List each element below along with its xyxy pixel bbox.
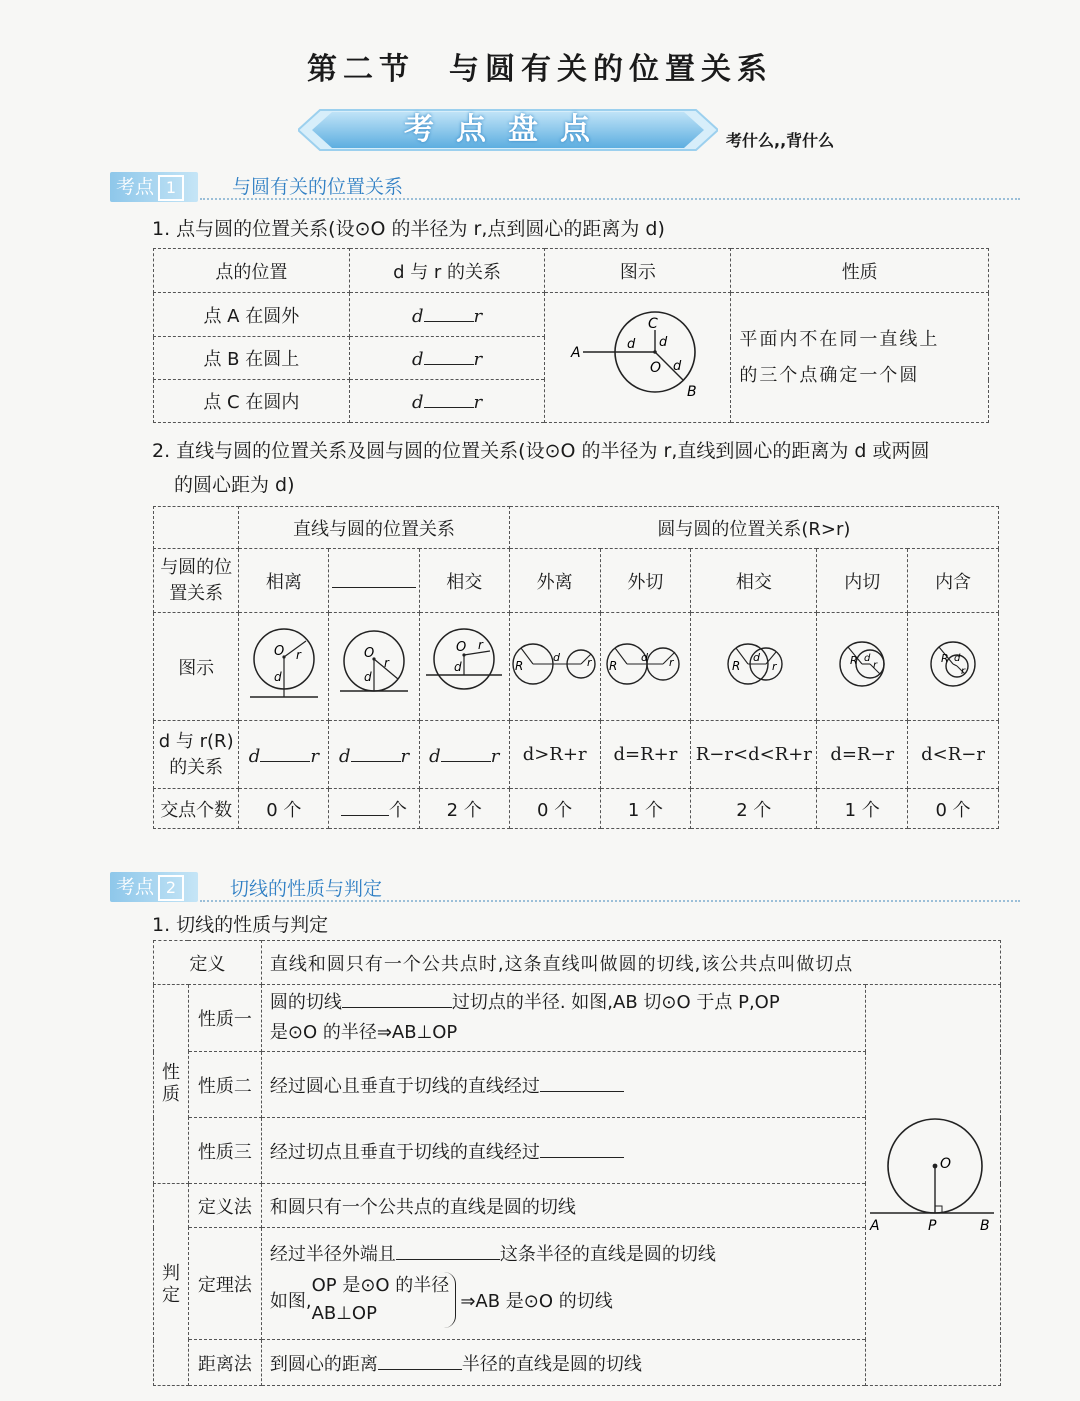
- row-relation-label: 与圆的位 置关系: [154, 549, 239, 613]
- relation-blank: d r: [349, 293, 545, 337]
- fig-circles-internal-tangent: [817, 613, 908, 721]
- kaodian-number: 2: [158, 875, 184, 901]
- def-text: 直线和圆只有一个公共点时,这条直线叫做圆的切线,该公共点叫做切点: [261, 941, 1000, 985]
- p2-text: 经过圆心且垂直于切线的直线经过: [261, 1052, 865, 1118]
- svg-text:R: R: [731, 659, 741, 673]
- svg-text:R: R: [609, 659, 618, 673]
- rel-intersect: 相交: [419, 549, 509, 613]
- svg-text:r: r: [478, 638, 484, 652]
- svg-text:R: R: [514, 659, 523, 673]
- svg-text:d: d: [752, 651, 760, 664]
- kaodian-badge-1: [110, 172, 198, 202]
- p3-label: 性质三: [188, 1118, 261, 1184]
- svg-text:r: r: [961, 666, 966, 677]
- section-1-intro: 1. 点与圆的位置关系(设⊙O 的半径为 r,点到圆心的距离为 d): [152, 218, 665, 240]
- rel-apart: 相离: [239, 549, 329, 613]
- point-figure: [545, 293, 731, 423]
- p2-label: 性质二: [188, 1052, 261, 1118]
- svg-text:R: R: [941, 652, 949, 665]
- svg-text:r: r: [295, 648, 301, 662]
- prop-group-label: 性质: [154, 985, 189, 1184]
- j3-text: 到圆心的距离 半径的直线是圆的切线: [261, 1340, 865, 1386]
- property-line-2: 的三个点确定一个圆: [739, 364, 920, 386]
- page-title: [0, 44, 1080, 88]
- fig-line-tangent: [329, 613, 419, 721]
- svg-text:O: O: [456, 640, 467, 655]
- svg-text:B: B: [979, 1217, 990, 1234]
- svg-text:O: O: [364, 646, 375, 661]
- count-intersect: 2 个: [419, 789, 509, 829]
- svg-text:r: r: [873, 660, 878, 671]
- row-outside: 点 A 在圆外: [154, 293, 350, 337]
- header-position: 点的位置: [154, 249, 350, 293]
- j2-text: 经过半径外端且 这条半径的直线是圆的切线 如图, OP 是⊙O 的半径 AB⊥OP ⇒AB 是⊙O 的切线: [261, 1228, 865, 1340]
- svg-text:d: d: [954, 653, 961, 664]
- tangent-intro: 1. 切线的性质与判定: [152, 914, 329, 936]
- line-circle-table: [153, 506, 999, 829]
- rel-contain: 内含: [908, 549, 999, 613]
- def-label: 定义: [154, 941, 262, 985]
- property-line-1: 平面内不在同一直线上: [739, 328, 940, 350]
- rel-external-tangent: 外切: [600, 549, 691, 613]
- rel-internal-tangent: 内切: [817, 549, 908, 613]
- rel-circles-intersect: 相交: [691, 549, 817, 613]
- svg-text:C: C: [647, 316, 658, 332]
- header-circle-circle: 圆与圆的位置关系(R>r): [509, 507, 998, 549]
- svg-text:d: d: [454, 660, 462, 674]
- j1-text: 和圆只有一个公共点的直线是圆的切线: [261, 1184, 865, 1228]
- rel-external-apart: 外离: [509, 549, 600, 613]
- fig-circles-contain: [908, 613, 999, 721]
- dr-contain: d<R−r: [908, 721, 999, 789]
- svg-text:d: d: [641, 651, 649, 664]
- kaodian-badge-2: [110, 872, 198, 902]
- svg-text:O: O: [273, 644, 285, 659]
- svg-text:d: d: [626, 337, 636, 352]
- header-line-circle: 直线与圆的位置关系: [239, 507, 509, 549]
- j2-label: 定理法: [188, 1228, 261, 1340]
- banner-title: 考点盘点: [404, 112, 612, 147]
- row-count-label: 交点个数: [154, 789, 239, 829]
- p3-text: 经过切点且垂直于切线的直线经过: [261, 1118, 865, 1184]
- dr-internal-tangent: d=R−r: [817, 721, 908, 789]
- section-2-intro-a: 2. 直线与圆的位置关系及圆与圆的位置关系(设⊙O 的半径为 r,直线到圆心的距离为 d 或两圆: [152, 440, 930, 462]
- count-external-apart: 0 个: [509, 789, 600, 829]
- svg-text:d: d: [552, 651, 560, 664]
- svg-text:A: A: [869, 1217, 880, 1234]
- banner-subtitle: 考什么,,背什么: [726, 131, 835, 150]
- svg-text:A: A: [570, 345, 581, 361]
- svg-text:d: d: [864, 653, 871, 664]
- kaodian-1-title: 与圆有关的位置关系: [232, 176, 404, 198]
- dr-circles-intersect: R−r<d<R+r: [691, 721, 817, 789]
- kaodian-label: 考点: [116, 876, 155, 898]
- count-apart: 0 个: [239, 789, 329, 829]
- fig-circles-apart: [509, 613, 600, 721]
- count-external-tangent: 1 个: [600, 789, 691, 829]
- tangent-figure: [865, 985, 1000, 1386]
- title-section: 第二节: [307, 52, 415, 87]
- tangent-diagram: [868, 1118, 998, 1248]
- header-figure: 图示: [545, 249, 731, 293]
- header-relation: d 与 r 的关系: [349, 249, 545, 293]
- kaodian-number: 1: [158, 175, 184, 201]
- svg-text:O: O: [649, 360, 661, 376]
- kaodian-2-title: 切线的性质与判定: [230, 878, 383, 900]
- svg-text:r: r: [771, 660, 777, 673]
- fig-circles-external-tangent: [600, 613, 691, 721]
- dr-external-tangent: d=R+r: [600, 721, 691, 789]
- title-topic: 与圆有关的位置关系: [449, 52, 773, 87]
- kaodian-label: 考点: [116, 176, 155, 198]
- dr-external-apart: d>R+r: [509, 721, 600, 789]
- judge-group-label: 判定: [154, 1184, 189, 1386]
- svg-text:r: r: [669, 656, 674, 669]
- rel-blank: [329, 549, 419, 613]
- svg-text:r: r: [586, 656, 592, 669]
- property-cell: [731, 293, 989, 423]
- relation-blank: d r: [349, 380, 545, 423]
- fig-circles-intersect: [691, 613, 817, 721]
- svg-text:P: P: [927, 1217, 937, 1234]
- relation-blank: d r: [349, 337, 545, 380]
- svg-text:B: B: [686, 384, 697, 400]
- row-figure-label: 图示: [154, 613, 239, 721]
- header-property: 性质: [731, 249, 989, 293]
- svg-text:d: d: [658, 335, 668, 350]
- dr-blank-3: d r: [419, 721, 509, 789]
- row-inside: 点 C 在圆内: [154, 380, 350, 423]
- row-dr-label: d 与 r(R) 的关系: [154, 721, 239, 789]
- count-blank: 个: [329, 789, 419, 829]
- dr-blank-2: d r: [329, 721, 419, 789]
- svg-text:R: R: [850, 654, 858, 667]
- j1-label: 定义法: [188, 1184, 261, 1228]
- section-2-intro-b: 的圆心距为 d): [174, 474, 295, 496]
- corner-cell: [154, 507, 239, 549]
- dr-blank-1: d r: [239, 721, 329, 789]
- count-circles-intersect: 2 个: [691, 789, 817, 829]
- tangent-table: [153, 940, 1001, 1386]
- fig-line-apart: [239, 613, 329, 721]
- divider: [200, 198, 1020, 200]
- svg-text:d: d: [672, 359, 682, 374]
- p1-label: 性质一: [188, 985, 261, 1052]
- svg-text:d: d: [364, 670, 372, 684]
- row-on: 点 B 在圆上: [154, 337, 350, 380]
- svg-text:O: O: [939, 1155, 952, 1172]
- count-internal-tangent: 1 个: [817, 789, 908, 829]
- fig-line-intersect: [419, 613, 509, 721]
- point-circle-diagram: [563, 300, 713, 410]
- j3-label: 距离法: [188, 1340, 261, 1386]
- count-contain: 0 个: [908, 789, 999, 829]
- svg-text:r: r: [384, 656, 389, 670]
- point-circle-table: [153, 248, 989, 423]
- p1-text: 圆的切线 过切点的半径. 如图,AB 切⊙O 于点 P,OP 是⊙O 的半径⇒AB⊥OP: [261, 985, 865, 1052]
- svg-text:d: d: [273, 670, 282, 684]
- divider: [200, 900, 1020, 902]
